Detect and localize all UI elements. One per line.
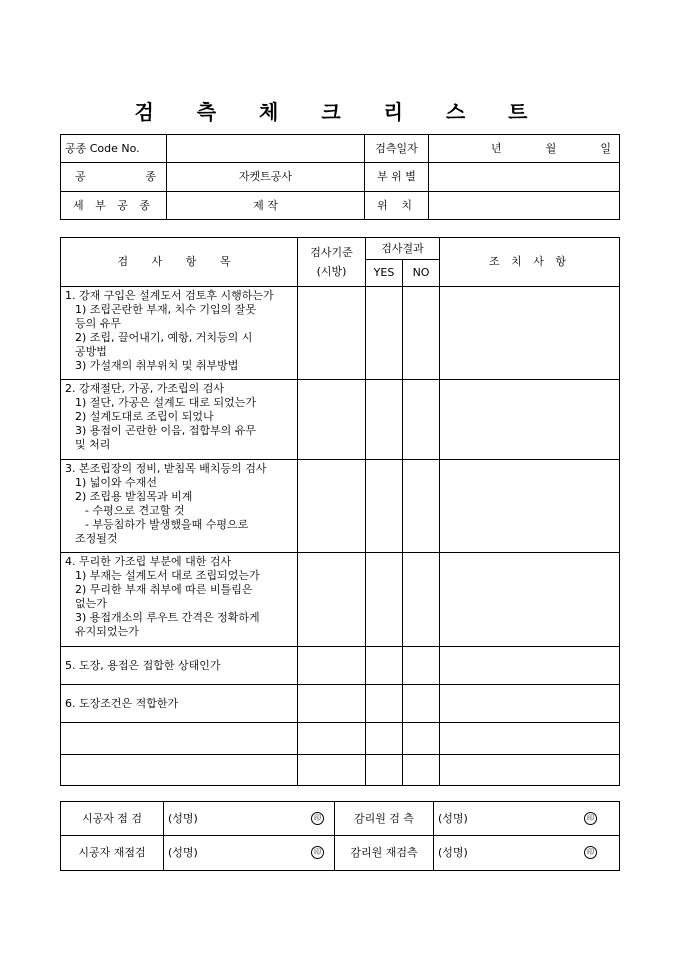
- contractor-recheck-sign[interactable]: (성명) 印: [164, 836, 335, 871]
- signature-table: [60, 801, 620, 871]
- seal-icon: 印: [311, 846, 324, 859]
- date-month: 월: [545, 141, 557, 155]
- part-value[interactable]: [429, 163, 620, 192]
- yes-cell[interactable]: [366, 685, 403, 723]
- action-cell[interactable]: [440, 685, 620, 723]
- action-cell[interactable]: [440, 287, 620, 380]
- table-row: [61, 553, 620, 647]
- detail-label: 세 부 공 종: [61, 192, 167, 220]
- supervisor-inspect-label: 감리원 검 측: [335, 802, 434, 836]
- checklist-table: [60, 237, 620, 786]
- location-value[interactable]: [429, 192, 620, 220]
- supervisor-inspect-sign[interactable]: (성명) 印: [434, 802, 620, 836]
- no-cell[interactable]: [403, 553, 440, 647]
- check-item-4: 4. 무리한 가조립 부분에 대한 검사 1) 부재는 설계도서 대로 조립되었는가 2) 무리한 부재 취부에 따른 비틀림은 없는가 3) 용접개소의 루우트 간격은 정확하게 유지되었는가: [61, 553, 298, 647]
- date-day: 일: [600, 141, 611, 155]
- seal-icon: 印: [584, 812, 597, 825]
- standard-cell[interactable]: [298, 380, 366, 460]
- standard-cell[interactable]: [298, 647, 366, 685]
- date-label: 검측일자: [365, 135, 429, 163]
- supervisor-reinspect-sign[interactable]: (성명) 印: [434, 836, 620, 871]
- standard-cell[interactable]: [298, 460, 366, 553]
- seal-icon: 印: [311, 812, 324, 825]
- empty-item[interactable]: [61, 723, 298, 755]
- no-cell[interactable]: [403, 723, 440, 755]
- col-item-header: 검 사 항 목: [61, 238, 298, 287]
- col-yes-header: YES: [366, 260, 403, 287]
- table-row: [61, 380, 620, 460]
- no-cell[interactable]: [403, 460, 440, 553]
- supervisor-reinspect-label: 감리원 재검측: [335, 836, 434, 871]
- standard-cell[interactable]: [298, 553, 366, 647]
- no-cell[interactable]: [403, 287, 440, 380]
- action-cell[interactable]: [440, 755, 620, 786]
- check-item-3: 3. 본조립장의 정비, 받침목 배치등의 검사 1) 넓이와 수재선 2) 조립용 받침목과 비계 - 수평으로 견고할 것 - 부등침하가 발생했을때 수평으로 조정될것: [61, 460, 298, 553]
- header-table: [60, 134, 620, 220]
- yes-cell[interactable]: [366, 553, 403, 647]
- action-cell[interactable]: [440, 553, 620, 647]
- yes-cell[interactable]: [366, 723, 403, 755]
- table-row: [61, 460, 620, 553]
- no-cell[interactable]: [403, 685, 440, 723]
- yes-cell[interactable]: [366, 755, 403, 786]
- table-row: [61, 685, 620, 723]
- yes-cell[interactable]: [366, 647, 403, 685]
- standard-cell[interactable]: [298, 755, 366, 786]
- col-action-header: 조 치 사 항: [440, 238, 620, 287]
- col-no-header: NO: [403, 260, 440, 287]
- no-cell[interactable]: [403, 380, 440, 460]
- standard-cell[interactable]: [298, 723, 366, 755]
- contractor-check-sign[interactable]: (성명) 印: [164, 802, 335, 836]
- date-year: 년: [491, 141, 502, 155]
- yes-cell[interactable]: [366, 460, 403, 553]
- check-item-5: 5. 도장, 용접은 접합한 상태인가: [61, 647, 298, 685]
- col-result-header: 검사결과: [366, 238, 440, 260]
- action-cell[interactable]: [440, 380, 620, 460]
- seal-icon: 印: [584, 846, 597, 859]
- no-cell[interactable]: [403, 755, 440, 786]
- work-value[interactable]: 자켓트공사: [167, 163, 365, 192]
- check-item-1: 1. 강재 구입은 설계도서 검토후 시행하는가 1) 조립곤란한 부재, 치수 기입의 잘못 등의 유무 2) 조립, 끌어내기, 예항, 거치등의 시 공방법 3) 가설재의 취부위치 및 취부방법: [61, 287, 298, 380]
- check-item-6: 6. 도장조건은 적합한가: [61, 685, 298, 723]
- action-cell[interactable]: [440, 460, 620, 553]
- col-standard-header: 검사기준 (시방): [298, 238, 366, 287]
- standard-cell[interactable]: [298, 287, 366, 380]
- date-value[interactable]: [429, 135, 620, 163]
- action-cell[interactable]: [440, 647, 620, 685]
- part-label: 부 위 별: [365, 163, 429, 192]
- contractor-recheck-label: 시공자 재점검: [61, 836, 164, 871]
- contractor-check-label: 시공자 점 검: [61, 802, 164, 836]
- check-item-2: 2. 강재절단, 가공, 가조립의 검사 1) 절단, 가공은 설계도 대로 되었는가 2) 설계도대로 조립이 되었나 3) 용접이 곤란한 이음, 접합부의 유무 및 처리: [61, 380, 298, 460]
- page-title: 검 측 체 크 리 스 트: [134, 100, 546, 124]
- code-value[interactable]: [167, 135, 365, 163]
- table-row: [61, 723, 620, 755]
- location-label: 위 치: [365, 192, 429, 220]
- table-row: [61, 287, 620, 380]
- yes-cell[interactable]: [366, 380, 403, 460]
- detail-value[interactable]: 제 작: [167, 192, 365, 220]
- no-cell[interactable]: [403, 647, 440, 685]
- action-cell[interactable]: [440, 723, 620, 755]
- table-row: [61, 647, 620, 685]
- work-label: 공 종: [61, 163, 167, 192]
- yes-cell[interactable]: [366, 287, 403, 380]
- standard-cell[interactable]: [298, 685, 366, 723]
- table-row: [61, 755, 620, 786]
- code-label: 공종 Code No.: [61, 135, 167, 163]
- empty-item[interactable]: [61, 755, 298, 786]
